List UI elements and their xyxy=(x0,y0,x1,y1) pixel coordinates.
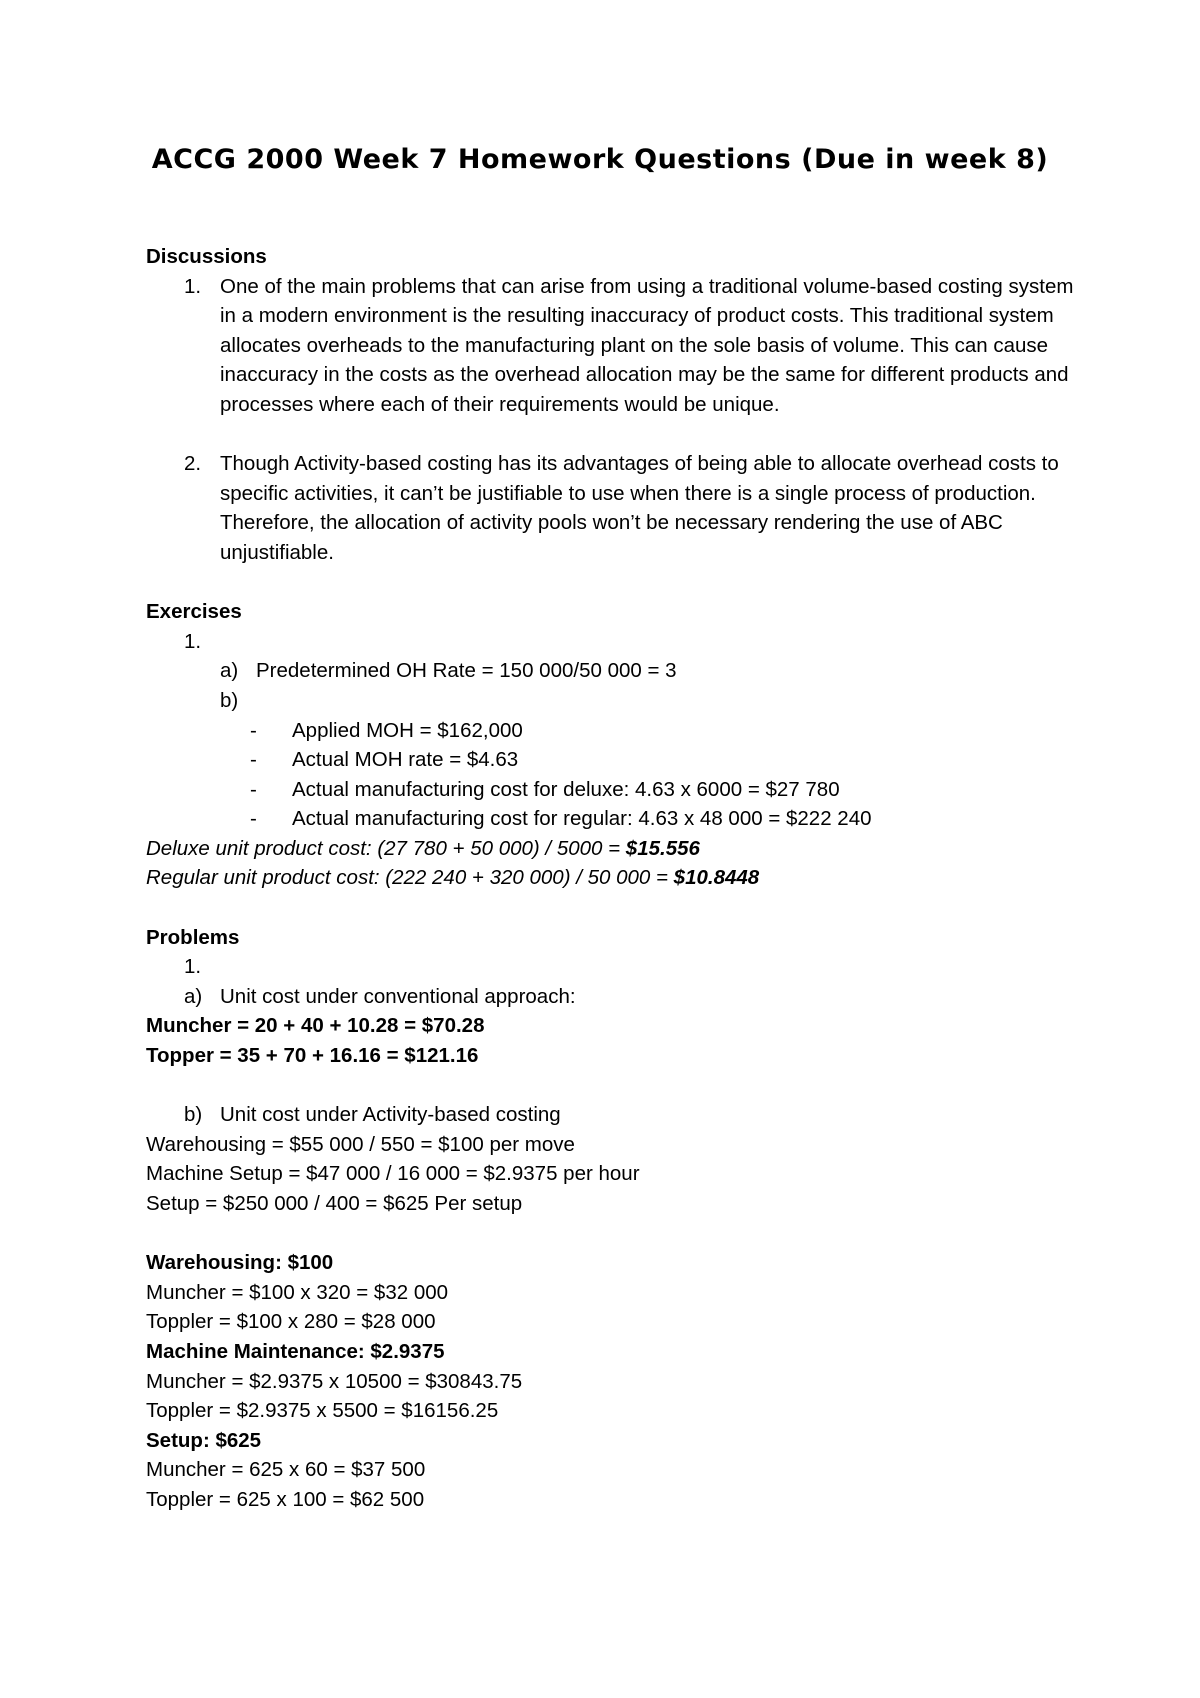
problem-part-a xyxy=(146,982,1086,1012)
problem-number: 1. xyxy=(184,955,202,979)
discussion-item-1 xyxy=(146,272,1086,420)
list-number: 1. xyxy=(184,274,202,298)
deluxe-unit-cost-formula: Deluxe unit product cost: (27 780 + 50 000) / 5000 = xyxy=(146,836,626,860)
exercise-b-item xyxy=(146,775,1086,805)
deluxe-unit-cost-result: $15.556 xyxy=(625,836,700,860)
deluxe-unit-cost xyxy=(146,834,1086,864)
discussion-text-1: One of the main problems that can arise from using a traditional volume-based costing system in a modern environment is the resulting inaccuracy of product costs. This traditional system allocates overheads to the manufacturing plant on the sole basis of volume. This can cause inaccuracy in the costs as the overhead allocation may be the same for different products and processes where each of their requirements would be unique. xyxy=(220,274,1074,416)
setup-heading: Setup: $625 xyxy=(146,1428,262,1452)
part-marker: b) xyxy=(220,688,239,712)
exercise-b-item-text: Applied MOH = $162,000 xyxy=(292,718,523,742)
discussions-heading: Discussions xyxy=(146,245,267,268)
exercise-part-a xyxy=(146,656,1086,686)
exercise-number: 1. xyxy=(184,629,202,653)
setup-toppler: Toppler = 625 x 100 = $62 500 xyxy=(146,1487,425,1511)
discussion-text-2: Though Activity-based costing has its advantages of being able to allocate overhead costs to specific activities, it can’t be justifiable to use when there is a single process of production. Therefore, the allocation of activity pools won’t be necessary rendering the use of ABC unjustifiable. xyxy=(220,452,1059,564)
exercise-part-b xyxy=(146,686,1086,716)
dash-marker: - xyxy=(250,718,257,742)
warehousing-rate: Warehousing = $55 000 / 550 = $100 per move xyxy=(146,1132,575,1156)
page-title: ACCG 2000 Week 7 Homework Questions (Due in week 8) xyxy=(151,144,1049,175)
spacer xyxy=(146,1219,1086,1249)
regular-unit-cost-result: $10.8448 xyxy=(673,866,760,890)
part-marker: b) xyxy=(184,1103,203,1127)
dash-marker: - xyxy=(250,777,257,801)
machine-setup-rate: Machine Setup = $47 000 / 16 000 = $2.9375 per hour xyxy=(146,1162,640,1186)
exercise-b-item-text: Actual manufacturing cost for regular: 4.63 x 48 000 = $222 240 xyxy=(292,807,872,831)
part-marker: a) xyxy=(220,659,239,683)
part-marker: a) xyxy=(184,984,203,1008)
machine-maintenance-muncher: Muncher = $2.9375 x 10500 = $30843.75 xyxy=(146,1369,523,1393)
exercise-b-item xyxy=(146,716,1086,746)
exercise-b-item-text: Actual manufacturing cost for deluxe: 4.63 x 6000 = $27 780 xyxy=(292,777,840,801)
list-number: 2. xyxy=(184,452,202,476)
spacer xyxy=(146,420,1086,450)
warehousing-muncher: Muncher = $100 x 320 = $32 000 xyxy=(146,1280,449,1304)
warehousing-toppler: Toppler = $100 x 280 = $28 000 xyxy=(146,1310,436,1334)
dash-marker: - xyxy=(250,807,257,831)
exercises-heading: Exercises xyxy=(146,600,242,624)
regular-unit-cost xyxy=(146,863,1086,893)
regular-unit-cost-formula: Regular unit product cost: (222 240 + 320 000) / 50 000 = xyxy=(146,866,674,890)
topper-conventional-cost: Topper = 35 + 70 + 16.16 = $121.16 xyxy=(146,1044,479,1068)
spacer xyxy=(146,568,1086,598)
warehousing-heading: Warehousing: $100 xyxy=(146,1251,334,1275)
exercise-b-item xyxy=(146,804,1086,834)
problem-part-b-text: Unit cost under Activity-based costing xyxy=(220,1103,561,1127)
discussion-item-2 xyxy=(146,449,1086,567)
document-body xyxy=(146,242,1086,1515)
problem-part-a-text: Unit cost under conventional approach: xyxy=(220,984,576,1008)
setup-rate: Setup = $250 000 / 400 = $625 Per setup xyxy=(146,1192,523,1215)
problem-part-b xyxy=(146,1100,1086,1130)
machine-maintenance-toppler: Toppler = $2.9375 x 5500 = $16156.25 xyxy=(146,1399,499,1423)
muncher-conventional-cost: Muncher = 20 + 40 + 10.28 = $70.28 xyxy=(146,1014,485,1038)
dash-marker: - xyxy=(250,748,257,772)
spacer xyxy=(146,893,1086,923)
machine-maintenance-heading: Machine Maintenance: $2.9375 xyxy=(146,1339,445,1363)
spacer xyxy=(146,1071,1086,1101)
exercise-b-item-text: Actual MOH rate = $4.63 xyxy=(292,748,519,772)
exercise-b-item xyxy=(146,745,1086,775)
problems-heading: Problems xyxy=(146,925,240,949)
exercise-part-a-text: Predetermined OH Rate = 150 000/50 000 = 3 xyxy=(256,659,677,683)
setup-muncher: Muncher = 625 x 60 = $37 500 xyxy=(146,1458,426,1482)
